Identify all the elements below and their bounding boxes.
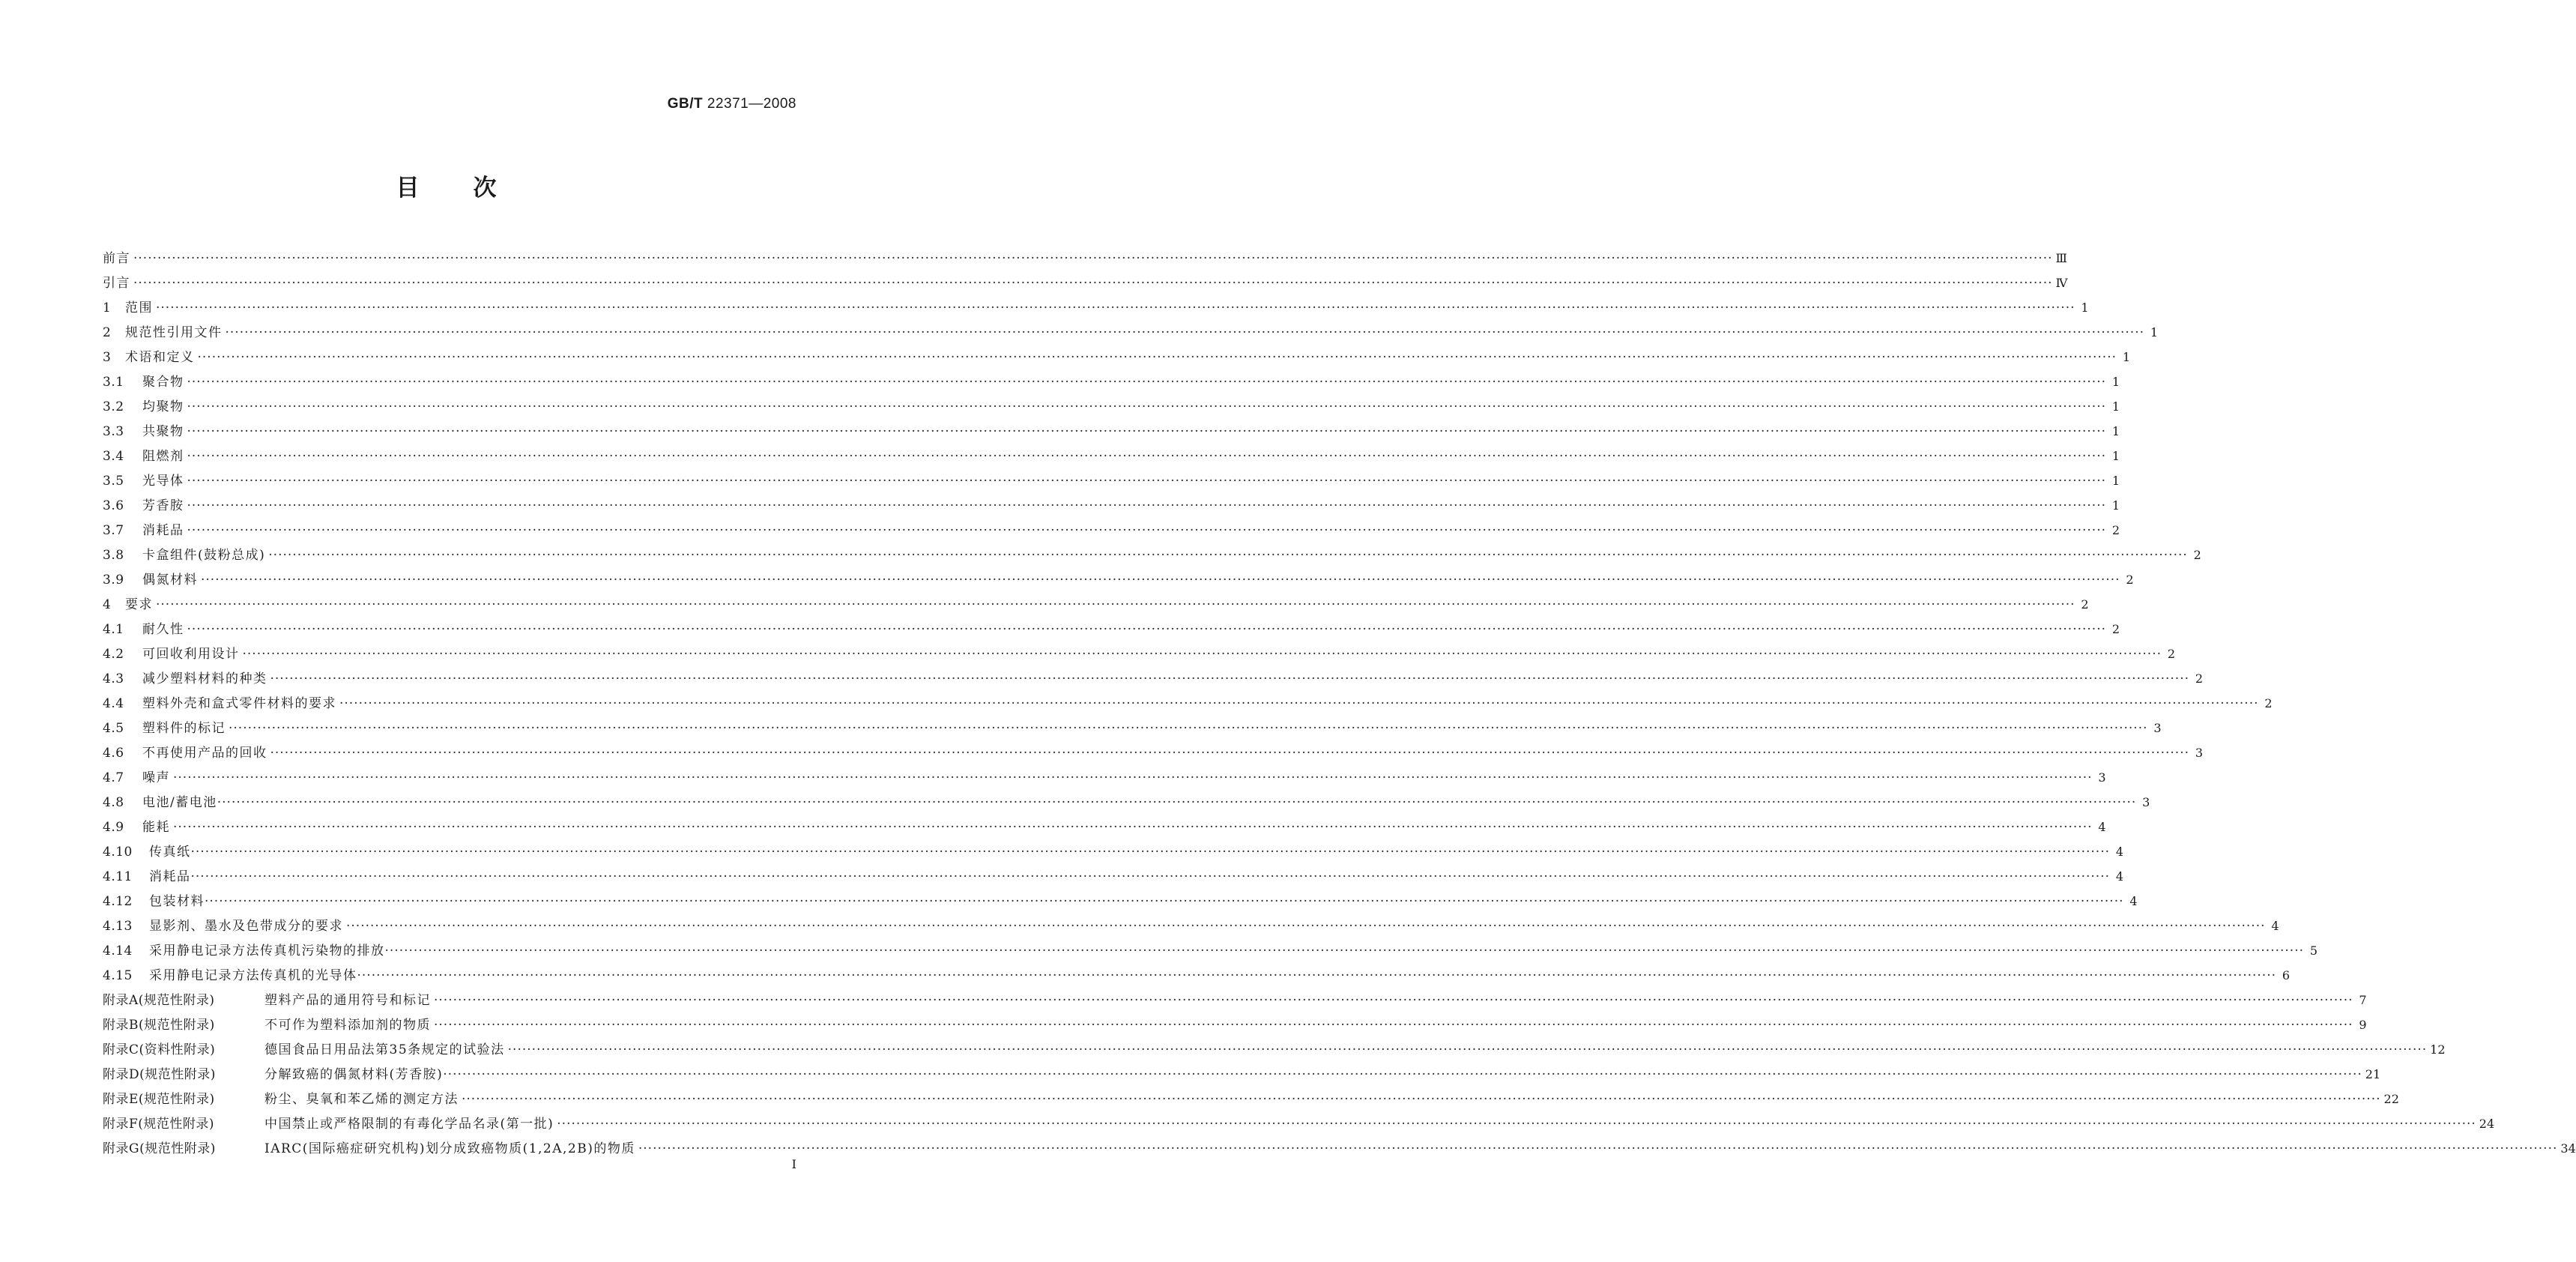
page-number: I xyxy=(791,1157,796,1171)
toc-entry-title: 耐久性 xyxy=(142,622,184,637)
toc-entry-number: 3.1 xyxy=(103,375,124,390)
toc-entry-title: 引言 xyxy=(103,276,130,291)
toc-entry[interactable] xyxy=(103,369,2120,394)
toc-entry[interactable] xyxy=(103,963,2291,988)
toc-entry-number: 4.1 xyxy=(103,622,124,637)
toc-entry-title: 能耗 xyxy=(142,820,170,835)
toc-entry-title: 卡盒组件(鼓粉总成) xyxy=(142,548,266,563)
toc-entry-page: 22 xyxy=(2383,1092,2399,1106)
toc-entry-number: 3.5 xyxy=(103,474,124,489)
toc-entry[interactable] xyxy=(103,790,2150,815)
toc-entry-title: 塑料件的标记 xyxy=(142,721,226,736)
toc-entry-title: 电池/蓄电池 xyxy=(142,795,217,810)
toc-entry[interactable] xyxy=(103,295,2089,320)
toc-entry-page: 1 xyxy=(2081,301,2089,315)
toc-entry[interactable] xyxy=(103,1136,2576,1161)
toc-entry[interactable] xyxy=(103,518,2120,543)
toc-entry[interactable] xyxy=(103,493,2120,518)
toc-leader-dots: ················································································································································································································································································································································································································ xyxy=(242,647,2162,662)
toc-entry-number: 附录C(资料性附录) xyxy=(103,1042,216,1057)
toc-entry[interactable] xyxy=(103,320,2159,345)
toc-leader-dots: ················································································································································································································································································································································································································ xyxy=(507,1042,2428,1057)
toc-entry-page: 1 xyxy=(2111,449,2120,463)
toc-entry[interactable] xyxy=(103,468,2120,493)
toc-entry[interactable] xyxy=(103,617,2120,641)
toc-leader-dots: ················································································································································································································································································································································································································ xyxy=(190,869,2111,884)
toc-entry[interactable] xyxy=(103,1087,2399,1111)
toc-entry-page: 4 xyxy=(2271,919,2279,933)
toc-entry-title: 不再使用产品的回收 xyxy=(142,746,267,761)
toc-entry-title: 均聚物 xyxy=(142,399,184,414)
toc-entry-number: 附录E(规范性附录) xyxy=(103,1092,215,1107)
toc-entry-number: 4.6 xyxy=(103,746,124,761)
toc-entry-title: 粉尘、臭氧和苯乙烯的测定方法 xyxy=(264,1092,459,1107)
toc-entry-number: 3.6 xyxy=(103,498,124,513)
toc-leader-dots: ················································································································································································································································································································································································································ xyxy=(638,1141,2558,1156)
toc-entry-number: 1 xyxy=(103,301,112,316)
toc-entry-title: 范围 xyxy=(125,301,153,316)
toc-leader-dots: ················································································································································································································································································································································································································ xyxy=(268,548,2188,563)
toc-entry-page: 2 xyxy=(2195,671,2204,686)
toc-entry-title: 塑料产品的通用符号和标记 xyxy=(264,993,431,1008)
toc-leader-dots: ················································································································································································································································································································································································································ xyxy=(443,1067,2362,1082)
toc-entry-number: 4.5 xyxy=(103,721,124,736)
toc-entry-number: 3.3 xyxy=(103,424,124,439)
toc-leader-dots: ················································································································································································································································································································································································································ xyxy=(133,276,2053,291)
toc-entry-title: 采用静电记录方法传真机的光导体 xyxy=(149,968,357,983)
toc-entry-number: 4.7 xyxy=(103,770,124,785)
toc-entry[interactable] xyxy=(103,914,2279,938)
toc-entry-title: 塑料外壳和盒式零件材料的要求 xyxy=(142,696,336,711)
toc-entry[interactable] xyxy=(103,345,2131,369)
toc-entry-page: Ⅳ xyxy=(2055,276,2068,290)
toc-entry-number: 3 xyxy=(103,350,112,365)
toc-entry-number: 附录A(规范性附录) xyxy=(103,993,215,1008)
toc-entry-page: 2 xyxy=(2111,523,2120,537)
toc-leader-dots: ················································································································································································································································································································································································································ xyxy=(217,795,2137,810)
toc-entry-number: 4.13 xyxy=(103,919,133,934)
toc-entry[interactable] xyxy=(103,592,2089,617)
toc-entry-title: 可回收利用设计 xyxy=(142,647,240,662)
toc-entry-number: 4.8 xyxy=(103,795,124,810)
toc-entry-title: 聚合物 xyxy=(142,375,184,390)
toc-entry-number: 4.4 xyxy=(103,696,124,711)
toc-entry[interactable] xyxy=(103,988,2367,1012)
toc-entry-page: 7 xyxy=(2359,993,2367,1007)
toc-entry-page: 1 xyxy=(2111,399,2120,414)
toc-entry-title: 分解致癌的偶氮材料(芳香胺) xyxy=(264,1067,444,1082)
toc-leader-dots: ················································································································································································································································································································································································································ xyxy=(187,498,2107,513)
toc-entry-page: 21 xyxy=(2365,1067,2381,1081)
toc-leader-dots: ················································································································································································································································································································································································································ xyxy=(187,424,2107,439)
toc-entry[interactable] xyxy=(103,444,2120,468)
toc-entry-title: 传真纸 xyxy=(149,845,191,860)
toc-leader-dots: ················································································································································································································································································································································································································ xyxy=(156,301,2075,316)
toc-entry-page: Ⅲ xyxy=(2055,251,2067,265)
toc-entry[interactable] xyxy=(103,394,2120,419)
toc-entry-number: 4.10 xyxy=(103,845,133,860)
toc-entry-title: 减少塑料材料的种类 xyxy=(142,671,267,686)
toc-leader-dots: ················································································································································································································································································································································································································ xyxy=(173,770,2093,785)
toc-entry-title: 芳香胺 xyxy=(142,498,184,513)
toc-leader-dots: ················································································································································································································································································································································································································ xyxy=(557,1117,2476,1132)
toc-entry-page: 2 xyxy=(2081,597,2089,612)
toc-entry-page: 3 xyxy=(2142,795,2150,809)
toc-entry-number: 4.3 xyxy=(103,671,124,686)
toc-leader-dots: ················································································································································································································································································································································································································ xyxy=(187,449,2107,464)
page-title: 目次 xyxy=(396,175,551,202)
toc-entry-number: 4.12 xyxy=(103,894,133,909)
toc-leader-dots: ················································································································································································································································································································································································································ xyxy=(197,350,2117,365)
toc-entry-title: 德国食品日用品法第35条规定的试验法 xyxy=(264,1042,505,1057)
toc-entry[interactable] xyxy=(103,567,2134,592)
toc-entry-title: 要求 xyxy=(125,597,153,612)
toc-leader-dots: ················································································································································································································································································································································································································ xyxy=(225,325,2145,340)
toc-leader-dots: ················································································································································································································································································································································································································ xyxy=(462,1092,2381,1107)
toc-entry[interactable] xyxy=(103,246,2067,271)
toc-leader-dots: ················································································································································································································································································································································································································ xyxy=(187,375,2107,390)
standard-number: 22371—2008 xyxy=(707,96,796,112)
toc-entry[interactable] xyxy=(103,716,2162,740)
toc-leader-dots: ················································································································································································································································································································································································································ xyxy=(229,721,2148,736)
toc-entry-page: 3 xyxy=(2195,746,2204,760)
toc-entry-page: 2 xyxy=(2126,573,2134,587)
toc-entry[interactable] xyxy=(103,815,2106,839)
toc-entry-page: 3 xyxy=(2153,721,2162,735)
toc-entry-number: 4.11 xyxy=(103,869,133,884)
toc-entry-title: 共聚物 xyxy=(142,424,184,439)
toc-leader-dots: ················································································································································································································································································································································································································ xyxy=(201,573,2120,588)
toc-entry-title: IARC(国际癌症研究机构)划分成致癌物质(1,2A,2B)的物质 xyxy=(264,1141,635,1156)
toc-leader-dots: ················································································································································································································································································································································································································ xyxy=(156,597,2075,612)
toc-entry[interactable] xyxy=(103,666,2204,691)
toc-entry-number: 3.9 xyxy=(103,573,124,588)
toc-leader-dots: ················································································································································································································································································································································································································ xyxy=(346,919,2266,934)
toc-entry-title: 中国禁止或严格限制的有毒化学品名录(第一批) xyxy=(264,1117,554,1132)
toc-entry-title: 噪声 xyxy=(142,770,170,785)
toc-entry-title: 术语和定义 xyxy=(125,350,195,365)
toc-leader-dots: ················································································································································································································································································································································································································ xyxy=(339,696,2259,711)
toc-entry-number: 4.15 xyxy=(103,968,133,983)
toc-entry-title: 显影剂、墨水及色带成分的要求 xyxy=(149,919,343,934)
toc-entry-page: 6 xyxy=(2282,968,2291,982)
toc-leader-dots: ················································································································································································································································································································································································································ xyxy=(187,399,2107,414)
toc-entry[interactable] xyxy=(103,889,2138,914)
toc-entry-number: 3.7 xyxy=(103,523,124,538)
toc-entry-page: 4 xyxy=(2115,869,2124,884)
toc-entry-title: 前言 xyxy=(103,251,130,266)
toc-entry-page: 2 xyxy=(2264,696,2273,710)
toc-entry-number: 2 xyxy=(103,325,112,340)
toc-entry[interactable] xyxy=(103,419,2120,444)
toc-entry-number: 附录F(规范性附录) xyxy=(103,1117,215,1132)
toc-entry[interactable] xyxy=(103,641,2176,666)
toc-entry-page: 1 xyxy=(2111,498,2120,513)
toc-entry-title: 采用静电记录方法传真机污染物的排放 xyxy=(149,944,385,958)
toc-entry[interactable] xyxy=(103,864,2124,889)
toc-entry-page: 3 xyxy=(2098,770,2106,785)
toc-entry-title: 消耗品 xyxy=(142,523,184,538)
toc-entry[interactable] xyxy=(103,1062,2381,1087)
table-of-contents xyxy=(103,246,2576,1161)
toc-entry-title: 阻燃剂 xyxy=(142,449,184,464)
toc-entry-page: 1 xyxy=(2111,424,2120,438)
toc-entry-title: 偶氮材料 xyxy=(142,573,198,588)
toc-leader-dots: ················································································································································································································································································································································································································ xyxy=(133,251,2053,266)
toc-entry-number: 3.2 xyxy=(103,399,124,414)
toc-entry-page: 34 xyxy=(2560,1141,2576,1156)
toc-entry-title: 光导体 xyxy=(142,474,184,489)
toc-leader-dots: ················································································································································································································································································································································································································ xyxy=(190,845,2111,860)
standard-prefix: GB/T xyxy=(667,96,704,112)
toc-entry-title: 消耗品 xyxy=(149,869,191,884)
toc-entry-title: 规范性引用文件 xyxy=(125,325,223,340)
toc-entry-page: 2 xyxy=(2193,548,2201,562)
toc-leader-dots: ················································································································································································································································································································································································································ xyxy=(434,993,2353,1008)
toc-entry-page: 5 xyxy=(2309,944,2318,958)
toc-entry-number: 4 xyxy=(103,597,112,612)
toc-leader-dots: ················································································································································································································································································································································································································ xyxy=(187,474,2107,489)
toc-entry-page: 9 xyxy=(2359,1018,2367,1032)
toc-entry[interactable] xyxy=(103,938,2318,963)
toc-entry[interactable] xyxy=(103,271,2068,295)
toc-entry-page: 1 xyxy=(2122,350,2131,364)
toc-entry-title: 包装材料 xyxy=(149,894,205,909)
toc-entry[interactable] xyxy=(103,1012,2367,1037)
toc-entry[interactable] xyxy=(103,691,2273,716)
toc-entry-page: 24 xyxy=(2479,1117,2495,1131)
toc-entry-page: 1 xyxy=(2111,375,2120,389)
toc-leader-dots: ················································································································································································································································································································································································································ xyxy=(270,671,2190,686)
toc-entry-number: 4.14 xyxy=(103,944,133,958)
toc-entry-page: 12 xyxy=(2430,1042,2446,1057)
toc-entry-number: 4.2 xyxy=(103,647,124,662)
toc-entry-number: 附录D(规范性附录) xyxy=(103,1067,216,1082)
toc-entry-page: 1 xyxy=(2150,325,2159,339)
toc-entry-page: 4 xyxy=(2115,845,2124,859)
toc-entry-number: 附录B(规范性附录) xyxy=(103,1018,215,1033)
toc-leader-dots: ················································································································································································································································································································································································································ xyxy=(173,820,2093,835)
toc-leader-dots: ················································································································································································································································································································································································································ xyxy=(187,523,2107,538)
toc-entry-page: 1 xyxy=(2111,474,2120,488)
standard-code xyxy=(668,96,796,112)
toc-leader-dots: ················································································································································································································································································································································································································ xyxy=(434,1018,2353,1033)
toc-entry[interactable] xyxy=(103,740,2204,765)
toc-leader-dots: ················································································································································································································································································································································································································ xyxy=(187,622,2107,637)
toc-entry-number: 3.4 xyxy=(103,449,124,464)
toc-entry-page: 2 xyxy=(2111,622,2120,636)
toc-leader-dots: ················································································································································································································································································································································································································ xyxy=(270,746,2190,761)
toc-leader-dots: ················································································································································································································································································································································································································ xyxy=(384,944,2305,958)
toc-entry-title: 不可作为塑料添加剂的物质 xyxy=(264,1018,431,1033)
toc-entry-page: 4 xyxy=(2098,820,2106,834)
toc-leader-dots: ················································································································································································································································································································································································································ xyxy=(357,968,2277,983)
toc-entry-number: 附录G(规范性附录) xyxy=(103,1141,216,1156)
toc-entry-number: 4.9 xyxy=(103,820,124,835)
toc-entry[interactable] xyxy=(103,543,2201,567)
toc-leader-dots: ················································································································································································································································································································································································································ xyxy=(205,894,2124,909)
toc-entry[interactable] xyxy=(103,765,2106,790)
toc-entry[interactable] xyxy=(103,839,2124,864)
toc-entry-number: 3.8 xyxy=(103,548,124,563)
toc-entry-page: 2 xyxy=(2167,647,2176,661)
toc-entry-page: 4 xyxy=(2129,894,2138,908)
toc-entry[interactable] xyxy=(103,1111,2495,1136)
toc-entry[interactable] xyxy=(103,1037,2446,1062)
